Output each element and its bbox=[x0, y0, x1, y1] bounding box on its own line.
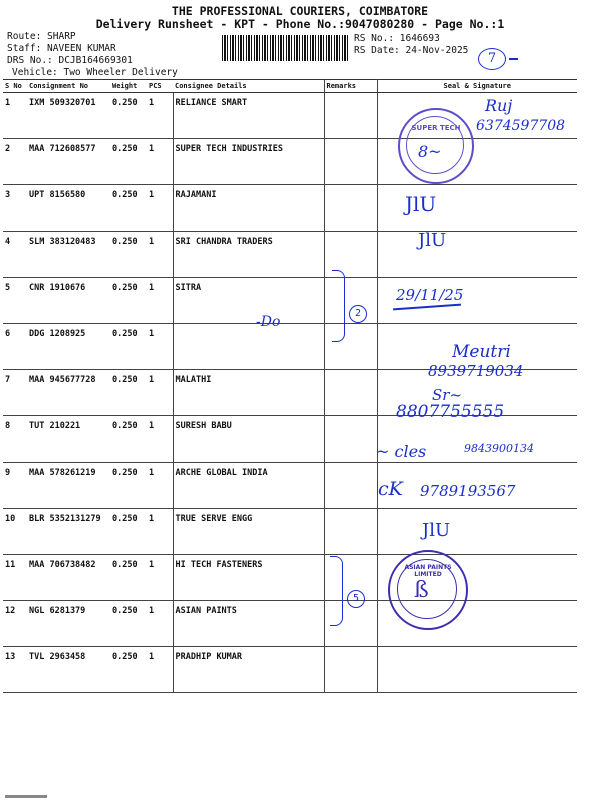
drs-label: DRS No.: DCJB164669301 bbox=[7, 55, 133, 66]
company-stamp-row2: SUPER TECH bbox=[398, 108, 474, 184]
cell-pcs: 1 bbox=[147, 462, 173, 508]
cell-remarks bbox=[324, 185, 377, 231]
cell-consignee: ARCHE GLOBAL INDIA bbox=[173, 462, 324, 508]
table-header-row bbox=[3, 80, 577, 93]
table-row bbox=[3, 647, 577, 693]
signature-mark-row3: JlU bbox=[405, 192, 437, 216]
cell-weight: 0.250 bbox=[110, 277, 147, 323]
cell-consignee: RAJAMANI bbox=[173, 185, 324, 231]
table-row bbox=[3, 554, 577, 600]
cell-consignee: SITRA bbox=[173, 277, 324, 323]
rs-date: RS Date: 24-Nov-2025 bbox=[354, 45, 469, 56]
handwritten-phone-row8: 8807755555 bbox=[396, 402, 505, 422]
cell-consignee: MALATHI bbox=[173, 370, 324, 416]
staff-label: Staff: NAVEEN KUMAR bbox=[7, 43, 116, 54]
cell-weight: 0.250 bbox=[110, 508, 147, 554]
signature-scribble-row9: ~ cles bbox=[376, 442, 427, 461]
cell-weight: 0.250 bbox=[110, 554, 147, 600]
cell-pcs: 1 bbox=[147, 323, 173, 369]
cell-consignee: PRADHIP KUMAR bbox=[173, 647, 324, 693]
cell-weight: 0.250 bbox=[110, 462, 147, 508]
col-weight: Weight bbox=[110, 80, 147, 93]
cell-sno: 1 bbox=[3, 93, 27, 139]
signature-mark-row4: JlU bbox=[418, 230, 447, 251]
cell-pcs: 1 bbox=[147, 416, 173, 462]
company-stamp-row12: ASIAN PAINTS LIMITED ß bbox=[388, 550, 468, 630]
cell-sno: 13 bbox=[3, 647, 27, 693]
cell-weight: 0.250 bbox=[110, 231, 147, 277]
cell-pcs: 1 bbox=[147, 370, 173, 416]
cell-sno: 5 bbox=[3, 277, 27, 323]
cell-consignment: UPT 8156580 bbox=[27, 185, 110, 231]
cell-sno: 7 bbox=[3, 370, 27, 416]
cell-remarks bbox=[324, 370, 377, 416]
route-label: Route: SHARP bbox=[7, 31, 76, 42]
cell-weight: 0.250 bbox=[110, 323, 147, 369]
cell-sno: 10 bbox=[3, 508, 27, 554]
cell-remarks bbox=[324, 416, 377, 462]
rs-number: RS No.: 1646693 bbox=[354, 33, 440, 44]
cell-remarks bbox=[324, 508, 377, 554]
signature-mark-row11: JlU bbox=[422, 520, 451, 541]
cell-signature bbox=[377, 647, 577, 693]
sheet-mark-dash bbox=[509, 58, 518, 60]
signature-scribble-row2: 8~ bbox=[418, 142, 442, 161]
table-row bbox=[3, 601, 577, 647]
cell-pcs: 1 bbox=[147, 601, 173, 647]
col-consignee: Consignee Details bbox=[173, 80, 324, 93]
cell-consignment: TUT 210221 bbox=[27, 416, 110, 462]
cell-weight: 0.250 bbox=[110, 370, 147, 416]
cell-consignee: TRUE SERVE ENGG bbox=[173, 508, 324, 554]
col-remarks: Remarks bbox=[324, 80, 377, 93]
cell-consignment: DDG 1208925 bbox=[27, 323, 110, 369]
cell-consignee bbox=[173, 323, 324, 369]
cell-consignment: MAA 712608577 bbox=[27, 139, 110, 185]
cell-sno: 6 bbox=[3, 323, 27, 369]
cell-pcs: 1 bbox=[147, 185, 173, 231]
cell-signature bbox=[377, 231, 577, 277]
cell-consignment: MAA 578261219 bbox=[27, 462, 110, 508]
cell-pcs: 1 bbox=[147, 508, 173, 554]
vehicle-label: Vehicle: Two Wheeler Delivery bbox=[12, 67, 178, 78]
handwritten-date-row5: 29/11/25 bbox=[396, 286, 464, 304]
signature-scribble-row10: cK bbox=[378, 478, 403, 500]
cell-consignment: BLR 5352131279 bbox=[27, 508, 110, 554]
header-company: THE PROFESSIONAL COURIERS, COIMBATORE bbox=[171, 4, 429, 18]
sheet-mark: 7 bbox=[478, 48, 506, 70]
cell-pcs: 1 bbox=[147, 277, 173, 323]
cell-consignee: ASIAN PAINTS bbox=[173, 601, 324, 647]
cell-consignee: SRI CHANDRA TRADERS bbox=[173, 231, 324, 277]
ditto-mark-row6: -Do bbox=[256, 314, 281, 330]
handwritten-phone-row7: 8939719034 bbox=[428, 362, 524, 380]
cell-remarks bbox=[324, 462, 377, 508]
cell-consignee: HI TECH FASTENERS bbox=[173, 554, 324, 600]
cell-weight: 0.250 bbox=[110, 93, 147, 139]
cell-weight: 0.250 bbox=[110, 416, 147, 462]
barcode bbox=[222, 35, 350, 61]
cell-consignment: TVL 2963458 bbox=[27, 647, 110, 693]
cell-sno: 9 bbox=[3, 462, 27, 508]
signature-scribble-row1: Ruj bbox=[485, 96, 513, 115]
handwritten-phone-row1: 6374597708 bbox=[476, 118, 566, 134]
handwritten-phone-row9: 9843900134 bbox=[464, 442, 534, 455]
cell-pcs: 1 bbox=[147, 554, 173, 600]
remarks-badge-row6: 2 bbox=[349, 305, 367, 323]
remarks-badge-row13: 5 bbox=[347, 590, 365, 608]
cell-pcs: 1 bbox=[147, 93, 173, 139]
cell-weight: 0.250 bbox=[110, 647, 147, 693]
cell-consignment: NGL 6281379 bbox=[27, 601, 110, 647]
cell-sno: 2 bbox=[3, 139, 27, 185]
signature-scribble-row8: Sr~ bbox=[432, 386, 463, 404]
cell-pcs: 1 bbox=[147, 647, 173, 693]
col-signature: Seal & Signature bbox=[377, 80, 577, 93]
col-pcs: PCS bbox=[147, 80, 173, 93]
cell-pcs: 1 bbox=[147, 139, 173, 185]
cell-consignment: MAA 945677728 bbox=[27, 370, 110, 416]
cell-consignee: RELIANCE SMART bbox=[173, 93, 324, 139]
handwritten-phone-row10: 9789193567 bbox=[420, 482, 516, 500]
cell-consignment: SLM 383120483 bbox=[27, 231, 110, 277]
footer-mark bbox=[5, 795, 47, 798]
cell-remarks bbox=[324, 647, 377, 693]
cell-weight: 0.250 bbox=[110, 185, 147, 231]
cell-sno: 8 bbox=[3, 416, 27, 462]
header-subtitle: Delivery Runsheet - KPT - Phone No.:9047080280 - Page No.:1 bbox=[95, 17, 505, 31]
cell-sno: 12 bbox=[3, 601, 27, 647]
cell-sno: 11 bbox=[3, 554, 27, 600]
cell-remarks bbox=[324, 139, 377, 185]
cell-remarks bbox=[324, 93, 377, 139]
cell-sno: 4 bbox=[3, 231, 27, 277]
table-row bbox=[3, 231, 577, 277]
table-row bbox=[3, 139, 577, 185]
cell-consignment: IXM 509320701 bbox=[27, 93, 110, 139]
cell-consignee: SUPER TECH INDUSTRIES bbox=[173, 139, 324, 185]
table-row bbox=[3, 277, 577, 323]
runsheet-table bbox=[3, 79, 577, 693]
cell-signature bbox=[377, 508, 577, 554]
remarks-bracket-row5 bbox=[332, 270, 345, 342]
remarks-bracket-row12 bbox=[330, 556, 343, 626]
cell-consignment: MAA 706738482 bbox=[27, 554, 110, 600]
cell-consignment: CNR 1910676 bbox=[27, 277, 110, 323]
col-consignment: Consignment No bbox=[27, 80, 110, 93]
table-row bbox=[3, 508, 577, 554]
cell-weight: 0.250 bbox=[110, 139, 147, 185]
cell-sno: 3 bbox=[3, 185, 27, 231]
cell-pcs: 1 bbox=[147, 231, 173, 277]
table-row bbox=[3, 185, 577, 231]
table-row bbox=[3, 416, 577, 462]
signature-scribble-row7: Meutri bbox=[452, 342, 511, 362]
col-sno: S No bbox=[3, 80, 27, 93]
cell-consignee: SURESH BABU bbox=[173, 416, 324, 462]
cell-weight: 0.250 bbox=[110, 601, 147, 647]
